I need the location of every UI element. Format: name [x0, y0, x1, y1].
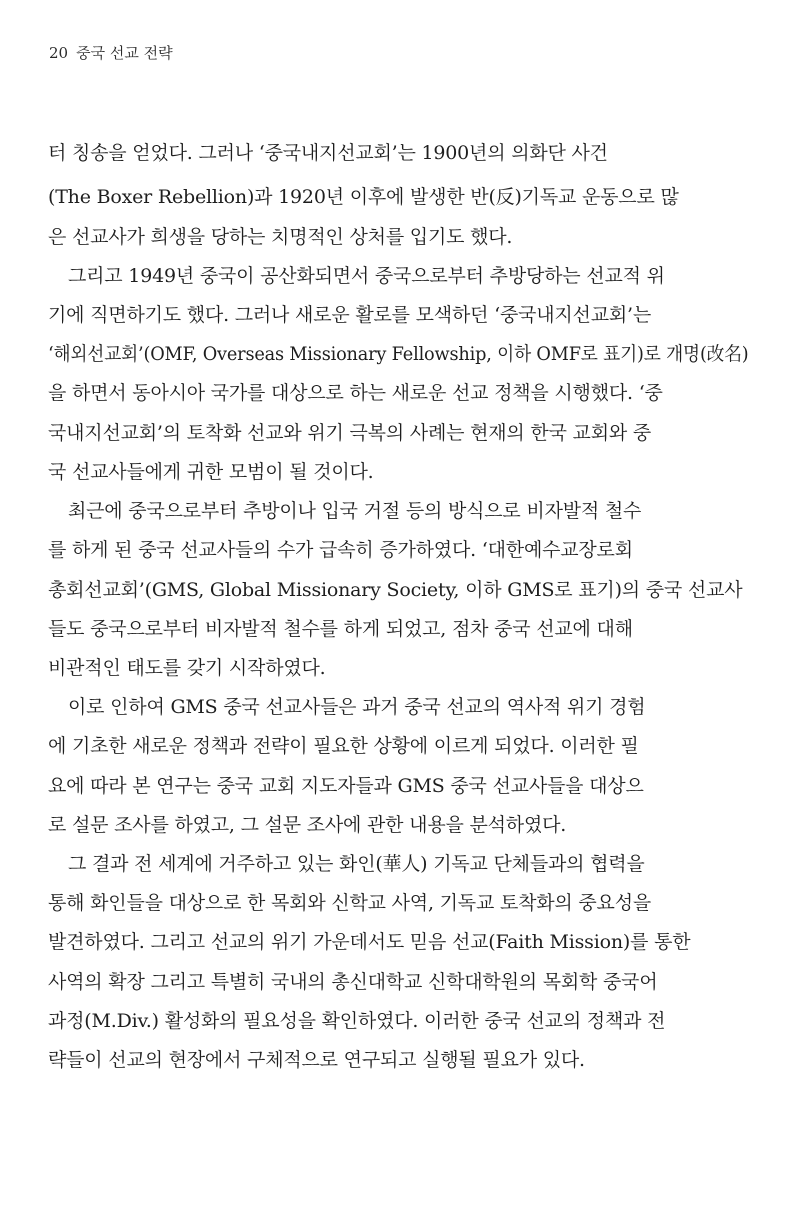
running-title: 중국 선교 전략: [76, 44, 173, 62]
text-line: 기에 직면하기도 했다. 그러나 새로운 활로를 모색하던 ‘중국내지선교회’는: [48, 304, 652, 326]
text-line: ‘해외선교회’(OMF, Overseas Missionary Fellowship, 이하 OMF로 표기)로 개명(改名): [48, 343, 749, 365]
text-line: 략들이 선교의 현장에서 구체적으로 연구되고 실행될 필요가 있다.: [48, 1049, 585, 1071]
text-line: 총회선교회’(GMS, Global Missionary Society, 이하 GMS로 표기)의 중국 선교사: [48, 579, 743, 601]
text-line: 통해 화인들을 대상으로 한 목회와 신학교 사역, 기독교 토착화의 중요성을: [48, 892, 652, 914]
text-line: 과정(M.Div.) 활성화의 필요성을 확인하였다. 이러한 중국 선교의 정책과 전: [48, 1010, 666, 1032]
text-line: 발견하였다. 그리고 선교의 위기 가운데서도 믿음 선교(Faith Mission)를 통한: [48, 931, 691, 953]
running-header: [49, 41, 173, 65]
text-line: 들도 중국으로부터 비자발적 철수를 하게 되었고, 점차 중국 선교에 대해: [48, 618, 633, 640]
text-line: 를 하게 된 중국 선교사들의 수가 급속히 증가하였다. ‘대한예수교장로회: [48, 539, 633, 561]
text-line: 터 칭송을 얻었다. 그러나 ‘중국내지선교회’는 1900년의 의화단 사건: [48, 142, 608, 164]
text-line: 에 기초한 새로운 정책과 전략이 필요한 상황에 이르게 되었다. 이러한 필: [48, 735, 639, 757]
page-number: 20: [49, 44, 69, 62]
text-line: 을 하면서 동아시아 국가를 대상으로 하는 새로운 선교 정책을 시행했다. ‘중: [48, 382, 663, 404]
paragraph-first-line: 이로 인하여 GMS 중국 선교사들은 과거 중국 선교의 역사적 위기 경험: [68, 696, 646, 718]
text-line: 사역의 확장 그리고 특별히 국내의 총신대학교 신학대학원의 목회학 중국어: [48, 971, 658, 993]
paragraph-first-line: 최근에 중국으로부터 추방이나 입국 거절 등의 방식으로 비자발적 철수: [68, 500, 642, 522]
text-line: 은 선교사가 희생을 당하는 치명적인 상처를 입기도 했다.: [48, 226, 513, 248]
text-line: 국 선교사들에게 귀한 모범이 될 것이다.: [48, 461, 374, 483]
text-line: 로 설문 조사를 하였고, 그 설문 조사에 관한 내용을 분석하였다.: [48, 814, 567, 836]
text-line: 요에 따라 본 연구는 중국 교회 지도자들과 GMS 중국 선교사들을 대상으: [48, 775, 644, 797]
text-line: (The Boxer Rebellion)과 1920년 이후에 발생한 반(反)기독교 운동으로 많: [48, 186, 679, 208]
paragraph-first-line: 그 결과 전 세계에 거주하고 있는 화인(華人) 기독교 단체들과의 협력을: [68, 853, 645, 875]
text-line: 비관적인 태도를 갖기 시작하였다.: [48, 657, 326, 679]
text-line: 국내지선교회’의 토착화 선교와 위기 극복의 사례는 현재의 한국 교회와 중: [48, 422, 652, 444]
paragraph-first-line: 그리고 1949년 중국이 공산화되면서 중국으로부터 추방당하는 선교적 위: [68, 265, 665, 287]
